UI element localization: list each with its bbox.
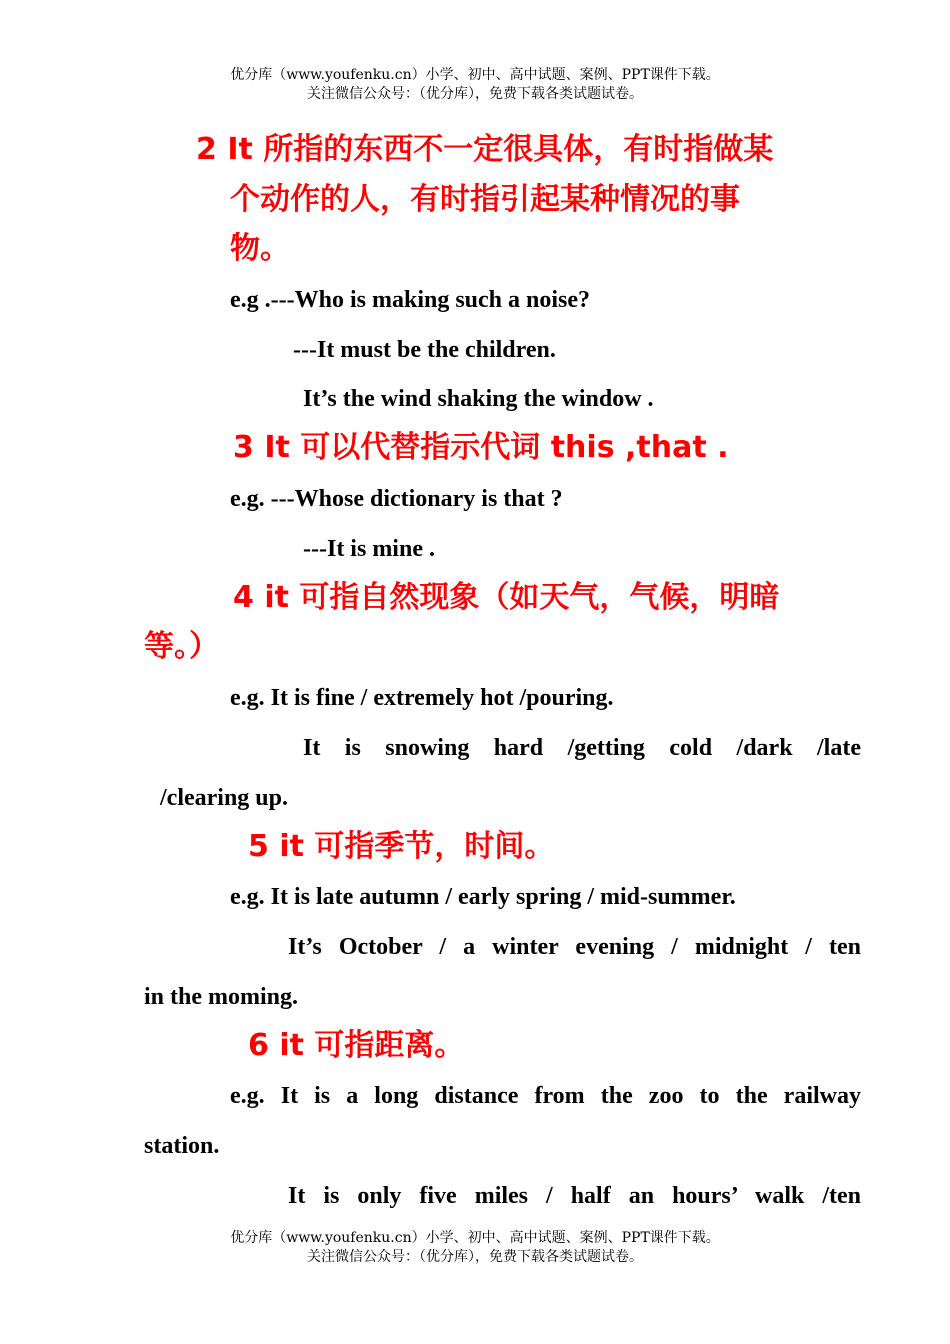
example-3-b: ---It is mine .: [303, 536, 435, 562]
heading-2-line-2: 个动作的人，有时指引起某种情况的事: [230, 182, 740, 217]
example-6-a: e.g. It is a long distance from the zoo to the railway: [230, 1083, 861, 1109]
heading-2-line-3: 物。: [230, 231, 290, 266]
example-5-c: in the moming.: [144, 984, 299, 1010]
example-3-a: e.g. ---Whose dictionary is that ?: [230, 486, 563, 512]
heading-4-line-2: 等。）: [144, 629, 219, 664]
header-line-1: 优分库（www.youfenku.cn）小学、初中、高中试题、案例、PPT课件下载。: [230, 67, 720, 83]
heading-2-line-1: 2 It 所指的东西不一定很具体，有时指做某: [196, 132, 774, 167]
header-line-2: 关注微信公众号：（优分库），免费下载各类试题试卷。: [307, 86, 643, 102]
example-6-b: station.: [144, 1133, 220, 1159]
example-2-b: ---It must be the children.: [293, 337, 556, 363]
heading-3: 3 It 可以代替指示代词 this ,that .: [233, 430, 729, 465]
example-2-a: e.g .---Who is making such a noise?: [230, 287, 591, 313]
example-4-b: It is snowing hard /getting cold /dark /late: [303, 735, 861, 761]
heading-4-line-1: 4 it 可指自然现象（如天气，气候，明暗: [233, 580, 780, 615]
example-4-a: e.g. It is fine / extremely hot /pouring.: [230, 685, 614, 711]
example-4-c: /clearing up.: [160, 785, 289, 811]
heading-6: 6 it 可指距离。: [248, 1028, 465, 1063]
example-2-c: It’s the wind shaking the window .: [303, 386, 654, 412]
example-5-b: It’s October / a winter evening / midnight / ten: [288, 934, 861, 960]
heading-5: 5 it 可指季节，时间。: [248, 829, 555, 864]
footer-line-1: 优分库（www.youfenku.cn）小学、初中、高中试题、案例、PPT课件下载。: [230, 1230, 720, 1246]
example-6-c: It is only five miles / half an hours’ walk /ten: [288, 1183, 861, 1209]
footer-line-2: 关注微信公众号：（优分库），免费下载各类试题试卷。: [307, 1249, 643, 1265]
example-5-a: e.g. It is late autumn / early spring / mid-summer.: [230, 884, 736, 910]
